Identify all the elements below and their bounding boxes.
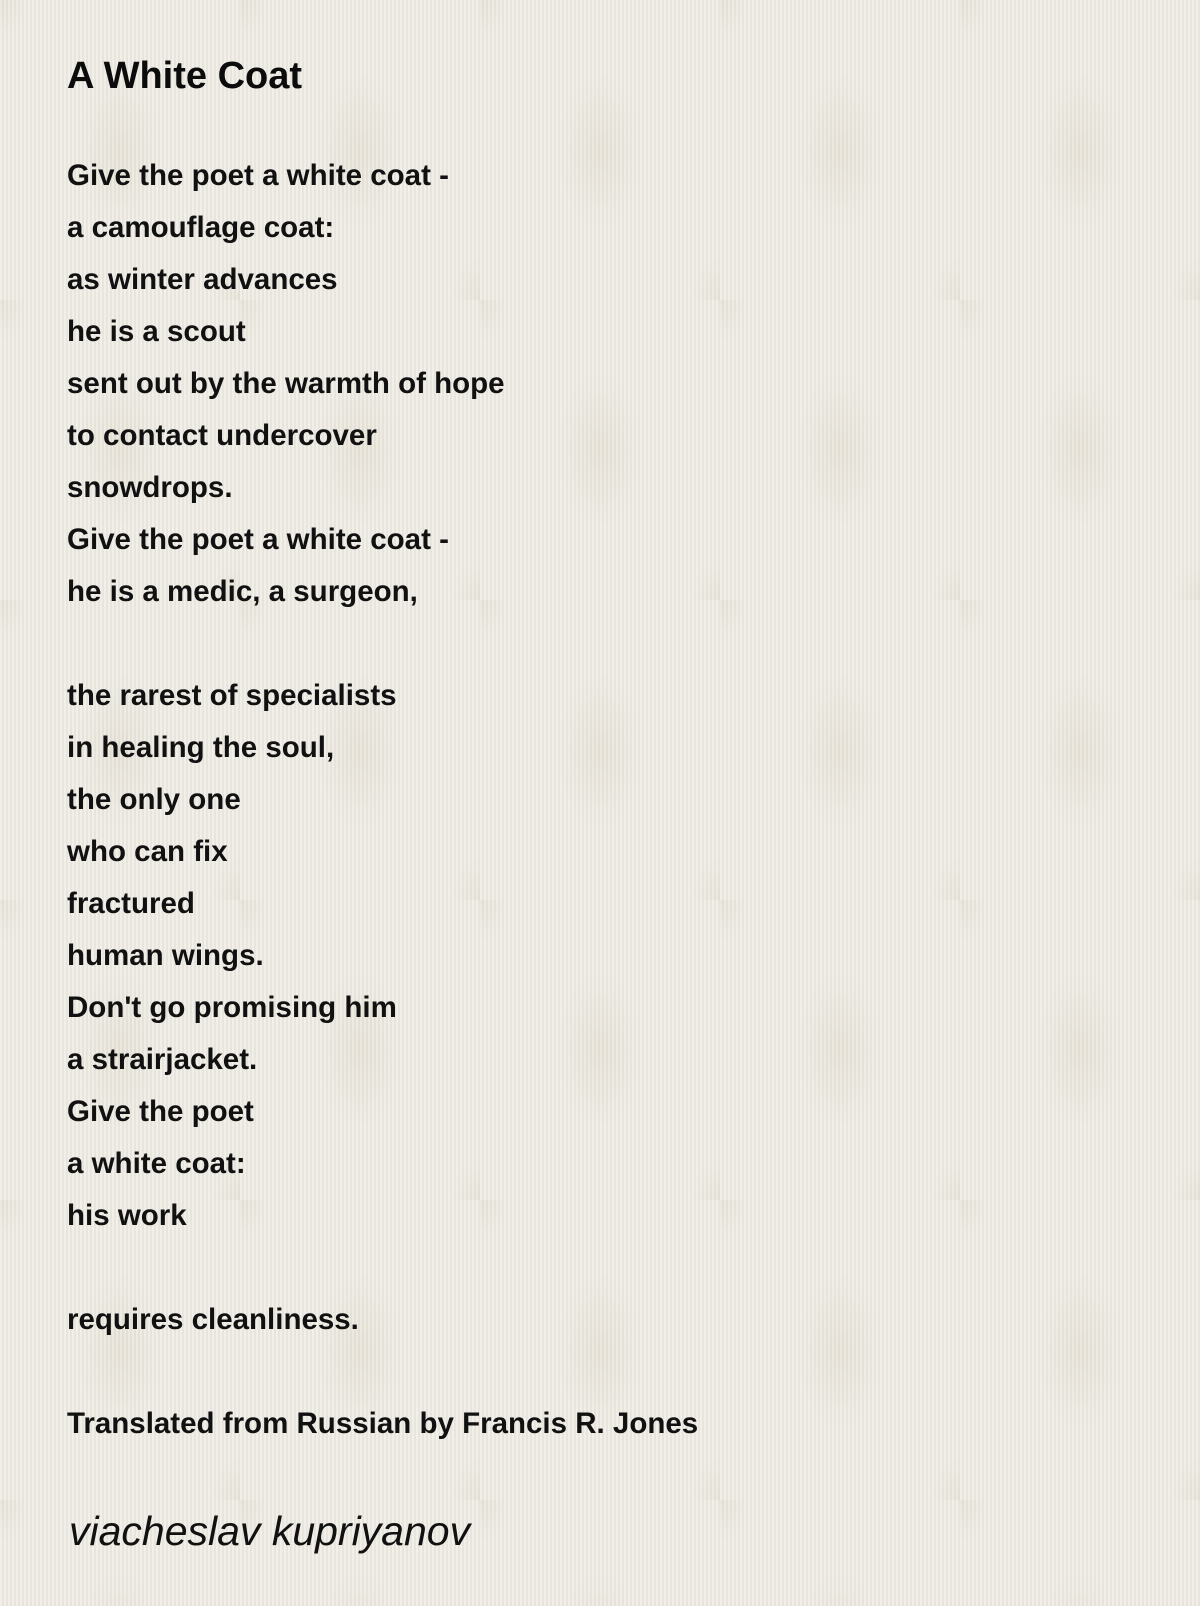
- poem-line: Give the poet a white coat -: [67, 523, 449, 556]
- poem-line: he is a medic, a surgeon,: [67, 575, 418, 608]
- poem-line: human wings.: [67, 939, 264, 972]
- poem-line: a camouflage coat:: [67, 211, 335, 244]
- translator-credit: Translated from Russian by Francis R. Jones: [67, 1407, 699, 1440]
- poem-line: the rarest of specialists: [67, 679, 397, 712]
- poem-line: to contact undercover: [67, 419, 377, 452]
- poem-line: as winter advances: [67, 263, 338, 296]
- poem-line: fractured: [67, 887, 195, 920]
- poem-line: Give the poet: [67, 1095, 254, 1128]
- stanza-break: [67, 618, 698, 670]
- poem-line: Give the poet a white coat -: [67, 159, 449, 192]
- poem-title: A White Coat: [67, 55, 303, 97]
- poem-line: his work: [67, 1199, 187, 1232]
- poem-line: the only one: [67, 783, 241, 816]
- poem-line: in healing the soul,: [67, 731, 335, 764]
- poem-line: he is a scout: [67, 315, 246, 348]
- poem-line: Don't go promising him: [67, 991, 397, 1024]
- poem-line: who can fix: [67, 835, 228, 868]
- poem-line: a white coat:: [67, 1147, 246, 1180]
- poem-line: requires cleanliness.: [67, 1303, 359, 1336]
- poem-body: [67, 150, 698, 1450]
- poem-line: snowdrops.: [67, 471, 233, 504]
- poem-author: viacheslav kupriyanov: [69, 1508, 471, 1554]
- stanza-break: [67, 1346, 698, 1398]
- stanza-break: [67, 1242, 698, 1294]
- poem-line: a strairjacket.: [67, 1043, 258, 1076]
- poem-line: sent out by the warmth of hope: [67, 367, 505, 400]
